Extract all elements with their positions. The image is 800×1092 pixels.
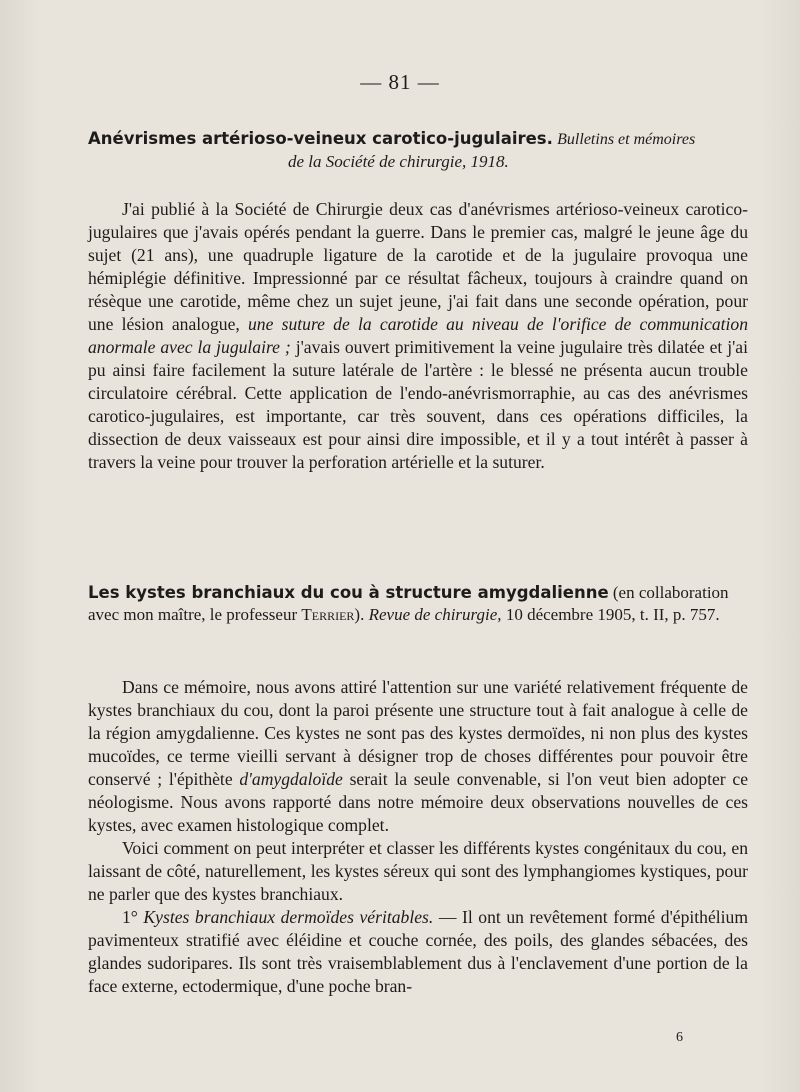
section-title: Les kystes branchiaux du cou à structure amygdalienne — [88, 583, 609, 602]
section-heading-cysts — [88, 582, 748, 626]
section-heading-aneurysms — [88, 128, 748, 173]
paragraph-text: j'avais ouvert primitivement la veine jugulaire très dilatée et j'ai pu ainsi faire facilement la suture latérale de l'artère : le blessé ne présenta aucun trouble circulatoire cérébral. Cette application de l'endo-anévrismorraphie, au cas des anévrismes carotico-jugulaires, est importante, car très souvent, dans ces opérations difficiles, la dissection de deux vaisseaux est pour ainsi dire impossible, et il y a tout intérêt à passer à travers la veine pour trouver la perforation artérielle et la suturer. — [88, 337, 749, 472]
emphasized-text: Kystes branchiaux dermoïdes véritables. — [143, 907, 434, 927]
paragraph-text: Dans ce mémoire, nous avons attiré l'attention sur une variété relativement fréquente de kystes branchiaux du cou, dont la paroi présente une structure tout à fait analogue à celle de la région amygdalienne. Ces kystes ne sont pas des kystes dermoïdes, ni non plus des kystes mucoïdes, ce terme vieilli servant à désigner trop de choses différentes pour pouvoir être conservé ; l'épithète — [88, 677, 748, 789]
paragraph-text: serait la seule convenable, si l'on veut bien adopter ce néologisme. Nous avons rapporté dans notre mémoire deux observations nouvelles de ces kystes, avec examen histologique complet. — [88, 769, 748, 835]
source-reference: Revue de chirurgie, — [368, 605, 502, 624]
paragraph: Voici comment on peut interpréter et classer les différents kystes congénitaux du cou, en laissant de côté, naturellement, les kystes séreux qui sont des lymphangiomes kystiques, pour ne parler que des kystes branchiaux. — [88, 838, 748, 904]
section-title: Anévrismes artérioso-veineux carotico-jugulaires. — [88, 129, 553, 148]
paragraph — [88, 676, 748, 837]
source-reference: Bulletins et mémoires — [557, 131, 696, 148]
emphasized-text: une suture de la carotide au niveau de l'orifice de communication anormale avec la jugulaire ; — [88, 314, 748, 357]
section-body-cysts — [88, 676, 748, 998]
collaboration-text: (en collaboration avec mon maître, le professeur — [88, 583, 729, 624]
page-number: — 81 — — [360, 70, 440, 94]
paragraph — [88, 906, 748, 998]
paragraph — [88, 198, 748, 474]
section-body-aneurysms — [88, 198, 748, 474]
printer-signature-mark: 6 — [676, 1030, 683, 1045]
source-reference-continued: de la Société de chirurgie, 1918. — [288, 152, 509, 171]
collaboration-text: ). — [354, 605, 365, 624]
source-date: 10 décembre 1905, t. II, p. 757. — [505, 605, 720, 624]
paragraph-text: J'ai publié à la Société de Chirurgie deux cas d'anévrismes artérioso-veineux carotico-jugulaires que j'avais opérés pendant la guerre. Dans le premier cas, malgré le jeune âge du sujet (21 ans), une quadruple ligature de la carotide et de la jugulaire provoqua une hémiplégie définitive. Impressionné par ce résultat fâcheux, toujours à craindre quand on résèque une carotide, même chez un sujet jeune, j'ai fait dans une seconde opération, pour une lésion analogue, — [88, 199, 748, 334]
emphasized-text: d'amygdaloïde — [239, 769, 343, 789]
author-name: Terrier — [301, 605, 355, 624]
paragraph-text: — Il ont un revêtement formé d'épithélium pavimenteux stratifié avec éléidine et couche cornée, des poils, des glandes sébacées, des glandes sudoripares. Ils sont très vraisemblablement dus à l'enclavement d'une portion de la face externe, ectodermique, d'une poche bran- — [88, 907, 749, 996]
list-number: 1° — [122, 907, 138, 927]
